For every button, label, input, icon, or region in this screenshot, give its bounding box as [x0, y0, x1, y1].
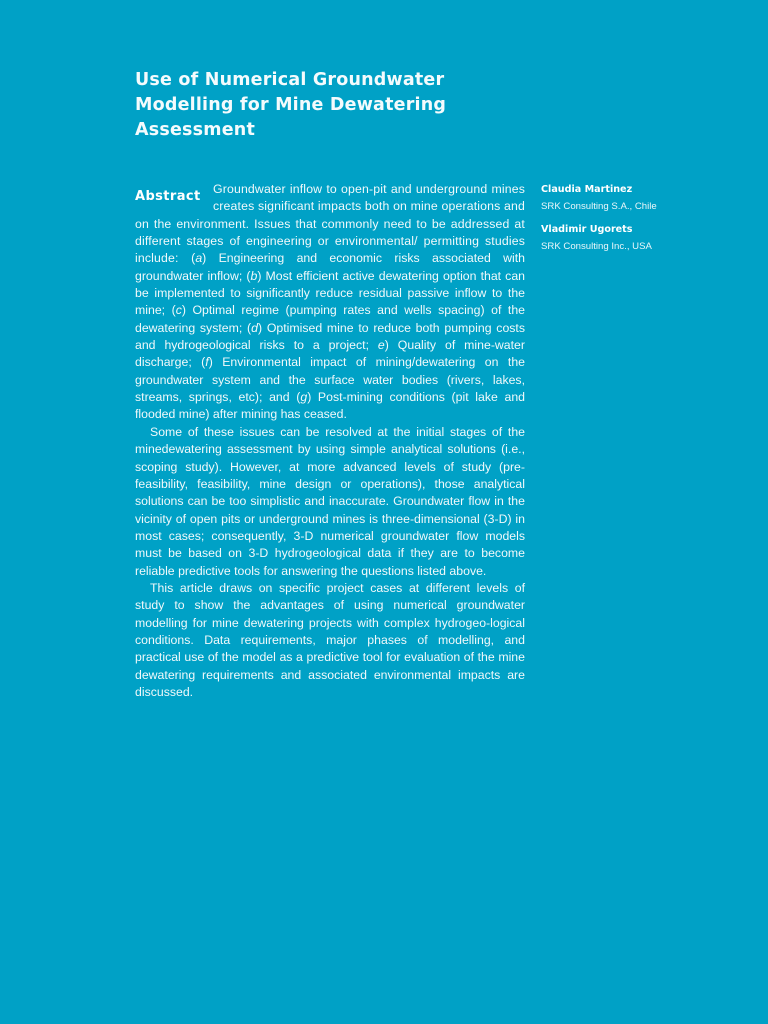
item-g-text: ) Post-mining conditions (pit lake and flooded mine) after mining has ceased. [135, 390, 525, 422]
author-block [541, 223, 681, 254]
item-c-letter: c [175, 303, 182, 318]
abstract-section [135, 181, 525, 701]
item-d-text: ) Optimised mine to reduce both pumping costs and hydrogeological risks to a project; [135, 320, 525, 353]
item-c-text: ) Optimal regime (pumping rates and wells spacing) of the dewatering system; ( [135, 303, 525, 335]
item-b-text: ) Most efficient active dewatering option that can be implemented to significantly reduce residual passive inflow to the mine; ( [135, 268, 525, 318]
item-f-text: ) Environmental impact of mining/dewatering on the groundwater system and the surface water bodies (rivers, lakes, streams, springs, etc); and ( [135, 355, 525, 405]
item-e-letter: e [377, 338, 385, 353]
item-f-letter: f [205, 355, 209, 370]
author-block [541, 183, 681, 214]
item-d-letter: d [251, 320, 258, 335]
author-affiliation: SRK Consulting S.A., Chile [541, 201, 657, 212]
abstract-paragraph-2: Some of these issues can be resolved at the initial stages of the minedewatering assessment by using simple analytical solutions (i.e., scoping study). However, at more advanced levels of study (pre-feasibility, feasibility, mine design or operations), those analytical solutions can be too simplistic and inaccurate. Groundwater flow in the vicinity of open pits or underground mines is three-dimensional (3-D) in most cases; consequently, 3-D numerical groundwater flow models must be based on 3-D hydrogeological data if they are to become reliable predictive tools for answering the questions listed above. [135, 424, 525, 578]
item-e-text: ) Quality of mine-water discharge; ( [135, 338, 525, 370]
item-g-letter: g [300, 390, 308, 405]
article-title: Use of Numerical Groundwater Modelling for Mine Dewatering Assessment [135, 70, 447, 140]
author-affiliation: SRK Consulting Inc., USA [541, 240, 652, 252]
abstract-label: Abstract [135, 189, 201, 204]
author-name: Vladimir Ugorets [541, 223, 633, 235]
item-a-text: ) Engineering and economic risks associated with groundwater inflow; ( [135, 251, 525, 283]
item-b-letter: b [250, 268, 258, 283]
author-name: Claudia Martinez [541, 184, 633, 195]
abstract-paragraph-3: This article draws on specific project cases at different levels of study to show the advantages of using numerical groundwater modelling for mine dewatering projects with complex hydrogeo-logical conditions. Data requirements, major phases of modelling, and practical use of the model as a predictive tool for evaluation of the mine dewatering requirements and associated environmental impacts are discussed. [135, 580, 525, 699]
abstract-lead-text: Groundwater inflow to open-pit and underground mines creates significant impacts both on mine operations and on the environment. Issues that commonly need to be addressed at different stages of engineering or environmental/ permitting studies include: ( [135, 182, 525, 266]
abstract-paragraph-1 [135, 181, 525, 424]
authors-column [541, 183, 681, 262]
item-a-letter: a [195, 251, 203, 266]
